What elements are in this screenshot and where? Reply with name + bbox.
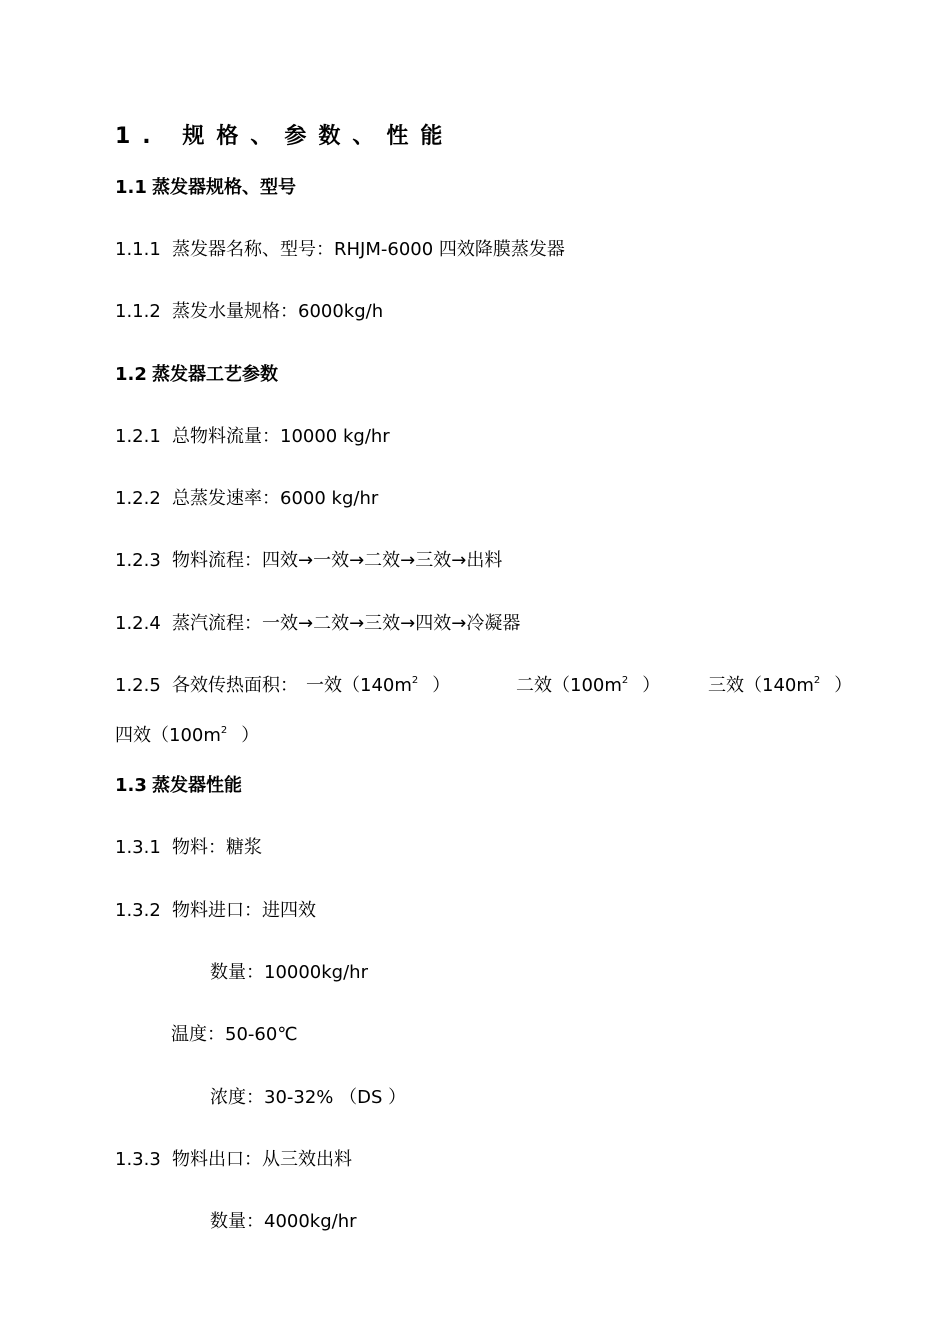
effect-4-text: 四效（100m: [115, 725, 221, 746]
section-title: 蒸发器规格、型号: [152, 177, 296, 198]
superscript: 2: [411, 675, 419, 686]
item-number: 1.2.2: [115, 488, 161, 509]
item-1-2-2: [115, 487, 378, 511]
item-1-3-1: [115, 836, 262, 860]
inlet-concentration: 浓度：30-32% （DS ）: [210, 1087, 407, 1108]
effect-2-text: 二效（100m: [516, 675, 622, 696]
section-title: 蒸发器性能: [152, 775, 242, 796]
section-number: 1.1: [115, 177, 147, 198]
section-number: 1.3: [115, 775, 147, 796]
effect-1-text: 一效（140m: [306, 675, 412, 696]
item-text: 物料进口：进四效: [172, 900, 316, 921]
item-text: 总蒸发速率：6000 kg/hr: [172, 488, 379, 509]
item-1-2-5-continued: [115, 724, 259, 748]
item-1-3-3: [115, 1148, 352, 1172]
item-number: 1.3.1: [115, 837, 161, 858]
item-number: 1.1.1: [115, 239, 161, 260]
item-1-3-2: [115, 899, 316, 923]
section-title: 蒸发器工艺参数: [152, 364, 278, 385]
effect-2-area: [516, 674, 660, 698]
superscript: 2: [621, 675, 629, 686]
inlet-quantity: 数量：10000kg/hr: [210, 962, 368, 983]
item-1-2-4: [115, 612, 520, 636]
item-text: 物料：糖浆: [172, 837, 262, 858]
item-1-1-1: [115, 238, 565, 262]
effect-3-area: [708, 674, 852, 698]
item-1-2-3: [115, 549, 502, 573]
section-number: 1.2: [115, 364, 147, 385]
effect-3-text: 三效（140m: [708, 675, 814, 696]
outlet-quantity: 数量：4000kg/hr: [210, 1211, 357, 1232]
item-text: 蒸发器名称、型号：RHJM-6000 四效降膜蒸发器: [172, 239, 565, 260]
item-text: 物料出口：从三效出料: [172, 1149, 352, 1170]
main-heading-title: 规格、参数、性能: [182, 124, 455, 149]
item-number: 1.2.3: [115, 550, 161, 571]
main-heading-number: 1.: [115, 124, 163, 149]
close-paren: ）: [432, 675, 451, 696]
section-heading-1-3: [115, 774, 242, 798]
item-number: 1.2.5: [115, 675, 161, 696]
inlet-temperature: 温度：50-60℃: [171, 1024, 298, 1045]
item-number: 1.2.1: [115, 426, 161, 447]
item-number: 1.3.3: [115, 1149, 161, 1170]
item-number: 1.1.2: [115, 301, 161, 322]
item-1-1-2: [115, 300, 383, 324]
close-paren: ）: [642, 675, 661, 696]
item-number: 1.2.4: [115, 613, 161, 634]
close-paren: ）: [241, 725, 260, 746]
effect-1-area: [306, 674, 450, 698]
section-heading-1-2: [115, 363, 278, 387]
superscript: 2: [220, 725, 228, 736]
main-heading: [115, 125, 454, 149]
item-number: 1.3.2: [115, 900, 161, 921]
item-label: 各效传热面积：: [172, 675, 298, 696]
close-paren: ）: [834, 675, 853, 696]
item-text: 蒸汽流程：一效→二效→三效→四效→冷凝器: [172, 613, 521, 634]
section-heading-1-1: [115, 176, 296, 200]
superscript: 2: [813, 675, 821, 686]
item-text: 物料流程：四效→一效→二效→三效→出料: [172, 550, 503, 571]
item-1-2-5: [115, 674, 855, 698]
item-text: 蒸发水量规格：6000kg/h: [172, 301, 384, 322]
item-text: 总物料流量：10000 kg/hr: [172, 426, 390, 447]
item-1-2-1: [115, 425, 390, 449]
